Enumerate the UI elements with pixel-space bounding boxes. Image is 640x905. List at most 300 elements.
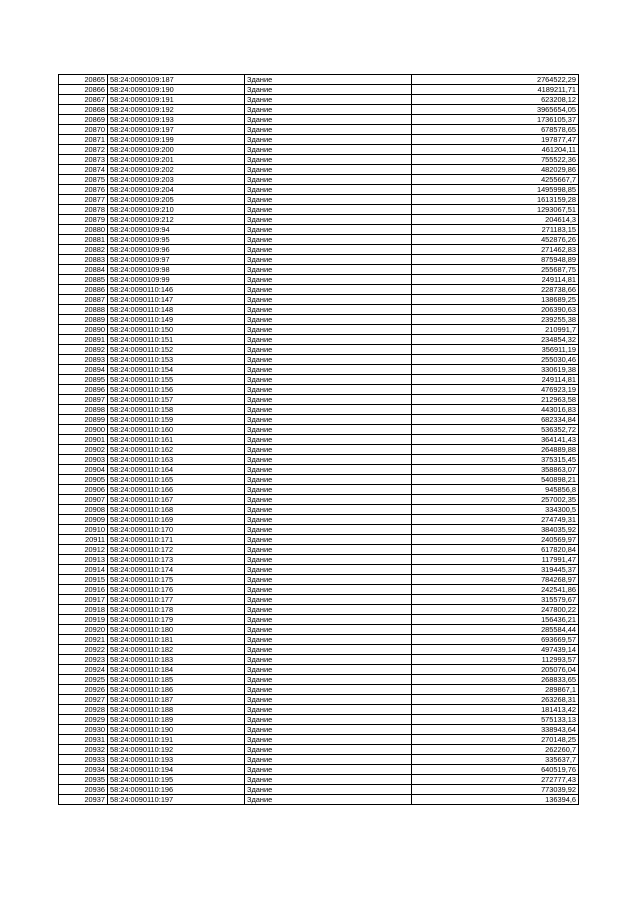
row-number-cell: 20883: [59, 255, 108, 265]
cadastral-value-cell: 443016,83: [412, 405, 579, 415]
row-number-cell: 20927: [59, 695, 108, 705]
object-type-cell: Здание: [245, 295, 412, 305]
object-type-cell: Здание: [245, 245, 412, 255]
table-row: [59, 155, 579, 165]
cadastral-value-cell: 240569,97: [412, 535, 579, 545]
table-row: [59, 145, 579, 155]
cadastral-number-cell: 58:24:0090109:94: [108, 225, 245, 235]
table-row: [59, 685, 579, 695]
table-row: [59, 215, 579, 225]
row-number-cell: 20915: [59, 575, 108, 585]
table-row: [59, 335, 579, 345]
object-type-cell: Здание: [245, 355, 412, 365]
row-number-cell: 20893: [59, 355, 108, 365]
row-number-cell: 20868: [59, 105, 108, 115]
row-number-cell: 20887: [59, 295, 108, 305]
cadastral-number-cell: 58:24:0090110:190: [108, 725, 245, 735]
object-type-cell: Здание: [245, 435, 412, 445]
row-number-cell: 20875: [59, 175, 108, 185]
row-number-cell: 20872: [59, 145, 108, 155]
object-type-cell: Здание: [245, 685, 412, 695]
cadastral-number-cell: 58:24:0090110:179: [108, 615, 245, 625]
row-number-cell: 20934: [59, 765, 108, 775]
table-row: [59, 75, 579, 85]
table-row: [59, 475, 579, 485]
cadastral-number-cell: 58:24:0090110:170: [108, 525, 245, 535]
cadastral-number-cell: 58:24:0090110:172: [108, 545, 245, 555]
row-number-cell: 20892: [59, 345, 108, 355]
table-row: [59, 735, 579, 745]
row-number-cell: 20866: [59, 85, 108, 95]
row-number-cell: 20870: [59, 125, 108, 135]
cadastral-number-cell: 58:24:0090110:155: [108, 375, 245, 385]
object-type-cell: Здание: [245, 385, 412, 395]
cadastral-value-cell: 234854,32: [412, 335, 579, 345]
object-type-cell: Здание: [245, 755, 412, 765]
cadastral-number-cell: 58:24:0090110:147: [108, 295, 245, 305]
table-row: [59, 285, 579, 295]
table-row: [59, 135, 579, 145]
object-type-cell: Здание: [245, 475, 412, 485]
cadastral-number-cell: 58:24:0090110:189: [108, 715, 245, 725]
row-number-cell: 20919: [59, 615, 108, 625]
row-number-cell: 20869: [59, 115, 108, 125]
cadastral-number-cell: 58:24:0090110:180: [108, 625, 245, 635]
row-number-cell: 20918: [59, 605, 108, 615]
row-number-cell: 20879: [59, 215, 108, 225]
row-number-cell: 20917: [59, 595, 108, 605]
cadastral-value-cell: 210991,7: [412, 325, 579, 335]
row-number-cell: 20925: [59, 675, 108, 685]
object-type-cell: Здание: [245, 745, 412, 755]
object-type-cell: Здание: [245, 675, 412, 685]
cadastral-value-cell: 784268,97: [412, 575, 579, 585]
cadastral-number-cell: 58:24:0090110:174: [108, 565, 245, 575]
table-row: [59, 645, 579, 655]
cadastral-value-cell: 136394,6: [412, 795, 579, 805]
cadastral-number-cell: 58:24:0090110:181: [108, 635, 245, 645]
cadastral-value-cell: 271462,83: [412, 245, 579, 255]
object-type-cell: Здание: [245, 195, 412, 205]
object-type-cell: Здание: [245, 175, 412, 185]
row-number-cell: 20902: [59, 445, 108, 455]
object-type-cell: Здание: [245, 405, 412, 415]
object-type-cell: Здание: [245, 135, 412, 145]
cadastral-number-cell: 58:24:0090110:148: [108, 305, 245, 315]
table-row: [59, 785, 579, 795]
object-type-cell: Здание: [245, 325, 412, 335]
row-number-cell: 20921: [59, 635, 108, 645]
table-row: [59, 705, 579, 715]
row-number-cell: 20922: [59, 645, 108, 655]
cadastral-number-cell: 58:24:0090110:160: [108, 425, 245, 435]
cadastral-value-cell: 4189211,71: [412, 85, 579, 95]
cadastral-number-cell: 58:24:0090109:210: [108, 205, 245, 215]
cadastral-value-cell: 262260,7: [412, 745, 579, 755]
row-number-cell: 20882: [59, 245, 108, 255]
cadastral-value-cell: 945856,8: [412, 485, 579, 495]
row-number-cell: 20894: [59, 365, 108, 375]
cadastral-number-cell: 58:24:0090110:161: [108, 435, 245, 445]
row-number-cell: 20911: [59, 535, 108, 545]
row-number-cell: 20901: [59, 435, 108, 445]
cadastral-number-cell: 58:24:0090110:163: [108, 455, 245, 465]
row-number-cell: 20889: [59, 315, 108, 325]
row-number-cell: 20867: [59, 95, 108, 105]
cadastral-value-cell: 181413,42: [412, 705, 579, 715]
cadastral-number-cell: 58:24:0090109:200: [108, 145, 245, 155]
cadastral-number-cell: 58:24:0090110:164: [108, 465, 245, 475]
cadastral-value-cell: 536352,72: [412, 425, 579, 435]
cadastral-value-cell: 330619,38: [412, 365, 579, 375]
cadastral-value-cell: 285584,44: [412, 625, 579, 635]
object-type-cell: Здание: [245, 85, 412, 95]
cadastral-value-cell: 4255667,7: [412, 175, 579, 185]
table-row: [59, 695, 579, 705]
table-row: [59, 615, 579, 625]
cadastral-value-cell: 255687,75: [412, 265, 579, 275]
cadastral-value-cell: 204614,3: [412, 215, 579, 225]
cadastral-value-cell: 271183,15: [412, 225, 579, 235]
table-row: [59, 535, 579, 545]
table-row: [59, 655, 579, 665]
table-row: [59, 255, 579, 265]
cadastral-number-cell: 58:24:0090110:158: [108, 405, 245, 415]
cadastral-number-cell: 58:24:0090110:171: [108, 535, 245, 545]
cadastral-value-cell: 476923,19: [412, 385, 579, 395]
row-number-cell: 20865: [59, 75, 108, 85]
cadastral-number-cell: 58:24:0090110:151: [108, 335, 245, 345]
table-row: [59, 675, 579, 685]
cadastral-number-cell: 58:24:0090109:187: [108, 75, 245, 85]
object-type-cell: Здание: [245, 165, 412, 175]
cadastral-number-cell: 58:24:0090110:166: [108, 485, 245, 495]
object-type-cell: Здание: [245, 265, 412, 275]
table-row: [59, 555, 579, 565]
cadastral-number-cell: 58:24:0090110:150: [108, 325, 245, 335]
table-row: [59, 95, 579, 105]
table-row: [59, 715, 579, 725]
table-row: [59, 505, 579, 515]
table-row: [59, 745, 579, 755]
object-type-cell: Здание: [245, 645, 412, 655]
table-row: [59, 755, 579, 765]
table-row: [59, 275, 579, 285]
object-type-cell: Здание: [245, 795, 412, 805]
cadastral-number-cell: 58:24:0090110:197: [108, 795, 245, 805]
row-number-cell: 20874: [59, 165, 108, 175]
table-row: [59, 355, 579, 365]
row-number-cell: 20906: [59, 485, 108, 495]
cadastral-value-cell: 255030,46: [412, 355, 579, 365]
cadastral-number-cell: 58:24:0090110:193: [108, 755, 245, 765]
object-type-cell: Здание: [245, 95, 412, 105]
cadastral-number-cell: 58:24:0090109:197: [108, 125, 245, 135]
cadastral-value-cell: 678578,65: [412, 125, 579, 135]
cadastral-number-cell: 58:24:0090110:146: [108, 285, 245, 295]
table-row: [59, 665, 579, 675]
cadastral-number-cell: 58:24:0090110:152: [108, 345, 245, 355]
cadastral-number-cell: 58:24:0090109:192: [108, 105, 245, 115]
cadastral-number-cell: 58:24:0090109:202: [108, 165, 245, 175]
row-number-cell: 20909: [59, 515, 108, 525]
cadastral-value-cell: 335637,7: [412, 755, 579, 765]
cadastral-value-cell: 112993,57: [412, 655, 579, 665]
row-number-cell: 20933: [59, 755, 108, 765]
table-row: [59, 105, 579, 115]
cadastral-value-cell: 875948,89: [412, 255, 579, 265]
cadastral-value-cell: 617820,84: [412, 545, 579, 555]
cadastral-number-cell: 58:24:0090110:156: [108, 385, 245, 395]
object-type-cell: Здание: [245, 225, 412, 235]
cadastral-value-cell: 257002,35: [412, 495, 579, 505]
row-number-cell: 20937: [59, 795, 108, 805]
row-number-cell: 20895: [59, 375, 108, 385]
cadastral-value-cell: 206390,63: [412, 305, 579, 315]
object-type-cell: Здание: [245, 105, 412, 115]
row-number-cell: 20936: [59, 785, 108, 795]
cadastral-value-cell: 268833,65: [412, 675, 579, 685]
row-number-cell: 20877: [59, 195, 108, 205]
table-row: [59, 485, 579, 495]
cadastral-value-cell: 3965654,05: [412, 105, 579, 115]
row-number-cell: 20871: [59, 135, 108, 145]
table-row: [59, 425, 579, 435]
cadastral-value-cell: 461204,11: [412, 145, 579, 155]
row-number-cell: 20913: [59, 555, 108, 565]
table-row: [59, 205, 579, 215]
cadastral-number-cell: 58:24:0090110:173: [108, 555, 245, 565]
table-row: [59, 765, 579, 775]
row-number-cell: 20912: [59, 545, 108, 555]
table-row: [59, 315, 579, 325]
cadastral-value-cell: 575133,13: [412, 715, 579, 725]
cadastral-value-cell: 274749,31: [412, 515, 579, 525]
object-type-cell: Здание: [245, 775, 412, 785]
object-type-cell: Здание: [245, 465, 412, 475]
object-type-cell: Здание: [245, 115, 412, 125]
table-row: [59, 295, 579, 305]
table-row: [59, 405, 579, 415]
cadastral-value-cell: 773039,92: [412, 785, 579, 795]
object-type-cell: Здание: [245, 335, 412, 345]
object-type-cell: Здание: [245, 255, 412, 265]
cadastral-value-cell: 623208,12: [412, 95, 579, 105]
cadastral-number-cell: 58:24:0090110:187: [108, 695, 245, 705]
table-row: [59, 525, 579, 535]
table-row: [59, 415, 579, 425]
object-type-cell: Здание: [245, 665, 412, 675]
table-row: [59, 325, 579, 335]
table-row: [59, 635, 579, 645]
cadastral-number-cell: 58:24:0090110:157: [108, 395, 245, 405]
cadastral-value-cell: 228738,66: [412, 285, 579, 295]
table-row: [59, 495, 579, 505]
row-number-cell: 20900: [59, 425, 108, 435]
cadastral-number-cell: 58:24:0090110:176: [108, 585, 245, 595]
object-type-cell: Здание: [245, 615, 412, 625]
object-type-cell: Здание: [245, 125, 412, 135]
table-row: [59, 195, 579, 205]
object-type-cell: Здание: [245, 765, 412, 775]
object-type-cell: Здание: [245, 525, 412, 535]
table-body: [59, 75, 579, 805]
row-number-cell: 20905: [59, 475, 108, 485]
cadastral-number-cell: 58:24:0090110:167: [108, 495, 245, 505]
cadastral-number-cell: 58:24:0090109:190: [108, 85, 245, 95]
object-type-cell: Здание: [245, 345, 412, 355]
cadastral-value-cell: 452876,26: [412, 235, 579, 245]
table-row: [59, 445, 579, 455]
object-type-cell: Здание: [245, 305, 412, 315]
cadastral-value-cell: 319445,37: [412, 565, 579, 575]
object-type-cell: Здание: [245, 705, 412, 715]
table-row: [59, 775, 579, 785]
cadastral-value-cell: 358863,07: [412, 465, 579, 475]
object-type-cell: Здание: [245, 715, 412, 725]
row-number-cell: 20885: [59, 275, 108, 285]
row-number-cell: 20896: [59, 385, 108, 395]
cadastral-value-cell: 247800,22: [412, 605, 579, 615]
cadastral-value-cell: 693669,57: [412, 635, 579, 645]
table-row: [59, 345, 579, 355]
row-number-cell: 20923: [59, 655, 108, 665]
cadastral-number-cell: 58:24:0090109:203: [108, 175, 245, 185]
cadastral-value-cell: 1613159,28: [412, 195, 579, 205]
object-type-cell: Здание: [245, 455, 412, 465]
cadastral-number-cell: 58:24:0090110:168: [108, 505, 245, 515]
object-type-cell: Здание: [245, 495, 412, 505]
table-row: [59, 265, 579, 275]
cadastral-number-cell: 58:24:0090110:175: [108, 575, 245, 585]
cadastral-value-cell: 242541,86: [412, 585, 579, 595]
object-type-cell: Здание: [245, 375, 412, 385]
object-type-cell: Здание: [245, 575, 412, 585]
object-type-cell: Здание: [245, 425, 412, 435]
table-row: [59, 725, 579, 735]
cadastral-number-cell: 58:24:0090110:194: [108, 765, 245, 775]
row-number-cell: 20931: [59, 735, 108, 745]
row-number-cell: 20929: [59, 715, 108, 725]
cadastral-number-cell: 58:24:0090109:205: [108, 195, 245, 205]
cadastral-value-cell: 264889,88: [412, 445, 579, 455]
cadastral-value-cell: 138689,25: [412, 295, 579, 305]
object-type-cell: Здание: [245, 365, 412, 375]
cadastral-value-cell: 540898,21: [412, 475, 579, 485]
row-number-cell: 20897: [59, 395, 108, 405]
cadastral-number-cell: 58:24:0090110:188: [108, 705, 245, 715]
cadastral-number-cell: 58:24:0090109:95: [108, 235, 245, 245]
cadastral-value-cell: 640519,76: [412, 765, 579, 775]
object-type-cell: Здание: [245, 785, 412, 795]
cadastral-number-cell: 58:24:0090110:195: [108, 775, 245, 785]
cadastral-number-cell: 58:24:0090110:192: [108, 745, 245, 755]
object-type-cell: Здание: [245, 445, 412, 455]
row-number-cell: 20873: [59, 155, 108, 165]
cadastral-number-cell: 58:24:0090109:212: [108, 215, 245, 225]
object-type-cell: Здание: [245, 185, 412, 195]
table-row: [59, 465, 579, 475]
object-type-cell: Здание: [245, 515, 412, 525]
cadastral-value-cell: 249114,81: [412, 275, 579, 285]
row-number-cell: 20899: [59, 415, 108, 425]
cadastral-value-cell: 364141,43: [412, 435, 579, 445]
row-number-cell: 20930: [59, 725, 108, 735]
cadastral-value-cell: 338943,64: [412, 725, 579, 735]
object-type-cell: Здание: [245, 585, 412, 595]
table-row: [59, 585, 579, 595]
cadastral-number-cell: 58:24:0090110:183: [108, 655, 245, 665]
row-number-cell: 20886: [59, 285, 108, 295]
cadastral-value-cell: 375315,45: [412, 455, 579, 465]
cadastral-number-cell: 58:24:0090110:154: [108, 365, 245, 375]
cadastral-value-cell: 2764522,29: [412, 75, 579, 85]
row-number-cell: 20932: [59, 745, 108, 755]
row-number-cell: 20935: [59, 775, 108, 785]
object-type-cell: Здание: [245, 415, 412, 425]
cadastral-value-cell: 482029,86: [412, 165, 579, 175]
cadastral-value-cell: 289867,1: [412, 685, 579, 695]
row-number-cell: 20890: [59, 325, 108, 335]
object-type-cell: Здание: [245, 155, 412, 165]
object-type-cell: Здание: [245, 505, 412, 515]
object-type-cell: Здание: [245, 535, 412, 545]
cadastral-value-cell: 239255,38: [412, 315, 579, 325]
object-type-cell: Здание: [245, 215, 412, 225]
table-row: [59, 235, 579, 245]
table-row: [59, 605, 579, 615]
row-number-cell: 20898: [59, 405, 108, 415]
cadastral-number-cell: 58:24:0090109:98: [108, 265, 245, 275]
object-type-cell: Здание: [245, 555, 412, 565]
table-row: [59, 565, 579, 575]
table-row: [59, 515, 579, 525]
cadastral-number-cell: 58:24:0090110:185: [108, 675, 245, 685]
row-number-cell: 20910: [59, 525, 108, 535]
cadastral-number-cell: 58:24:0090109:191: [108, 95, 245, 105]
cadastral-number-cell: 58:24:0090109:201: [108, 155, 245, 165]
table-row: [59, 455, 579, 465]
cadastral-number-cell: 58:24:0090109:193: [108, 115, 245, 125]
table-row: [59, 365, 579, 375]
row-number-cell: 20888: [59, 305, 108, 315]
cadastral-number-cell: 58:24:0090110:184: [108, 665, 245, 675]
object-type-cell: Здание: [245, 565, 412, 575]
object-type-cell: Здание: [245, 635, 412, 645]
cadastral-value-cell: 249114,81: [412, 375, 579, 385]
row-number-cell: 20881: [59, 235, 108, 245]
object-type-cell: Здание: [245, 275, 412, 285]
row-number-cell: 20876: [59, 185, 108, 195]
cadastral-value-cell: 497439,14: [412, 645, 579, 655]
cadastral-value-cell: 1293067,51: [412, 205, 579, 215]
table-row: [59, 115, 579, 125]
table-row: [59, 225, 579, 235]
cadastral-number-cell: 58:24:0090110:162: [108, 445, 245, 455]
cadastral-number-cell: 58:24:0090110:178: [108, 605, 245, 615]
table-row: [59, 175, 579, 185]
row-number-cell: 20928: [59, 705, 108, 715]
table-row: [59, 435, 579, 445]
object-type-cell: Здание: [245, 285, 412, 295]
table-row: [59, 185, 579, 195]
cadastral-number-cell: 58:24:0090110:191: [108, 735, 245, 745]
cadastral-number-cell: 58:24:0090110:169: [108, 515, 245, 525]
row-number-cell: 20880: [59, 225, 108, 235]
cadastral-value-cell: 205076,04: [412, 665, 579, 675]
object-type-cell: Здание: [245, 205, 412, 215]
cadastral-value-cell: 197877,47: [412, 135, 579, 145]
